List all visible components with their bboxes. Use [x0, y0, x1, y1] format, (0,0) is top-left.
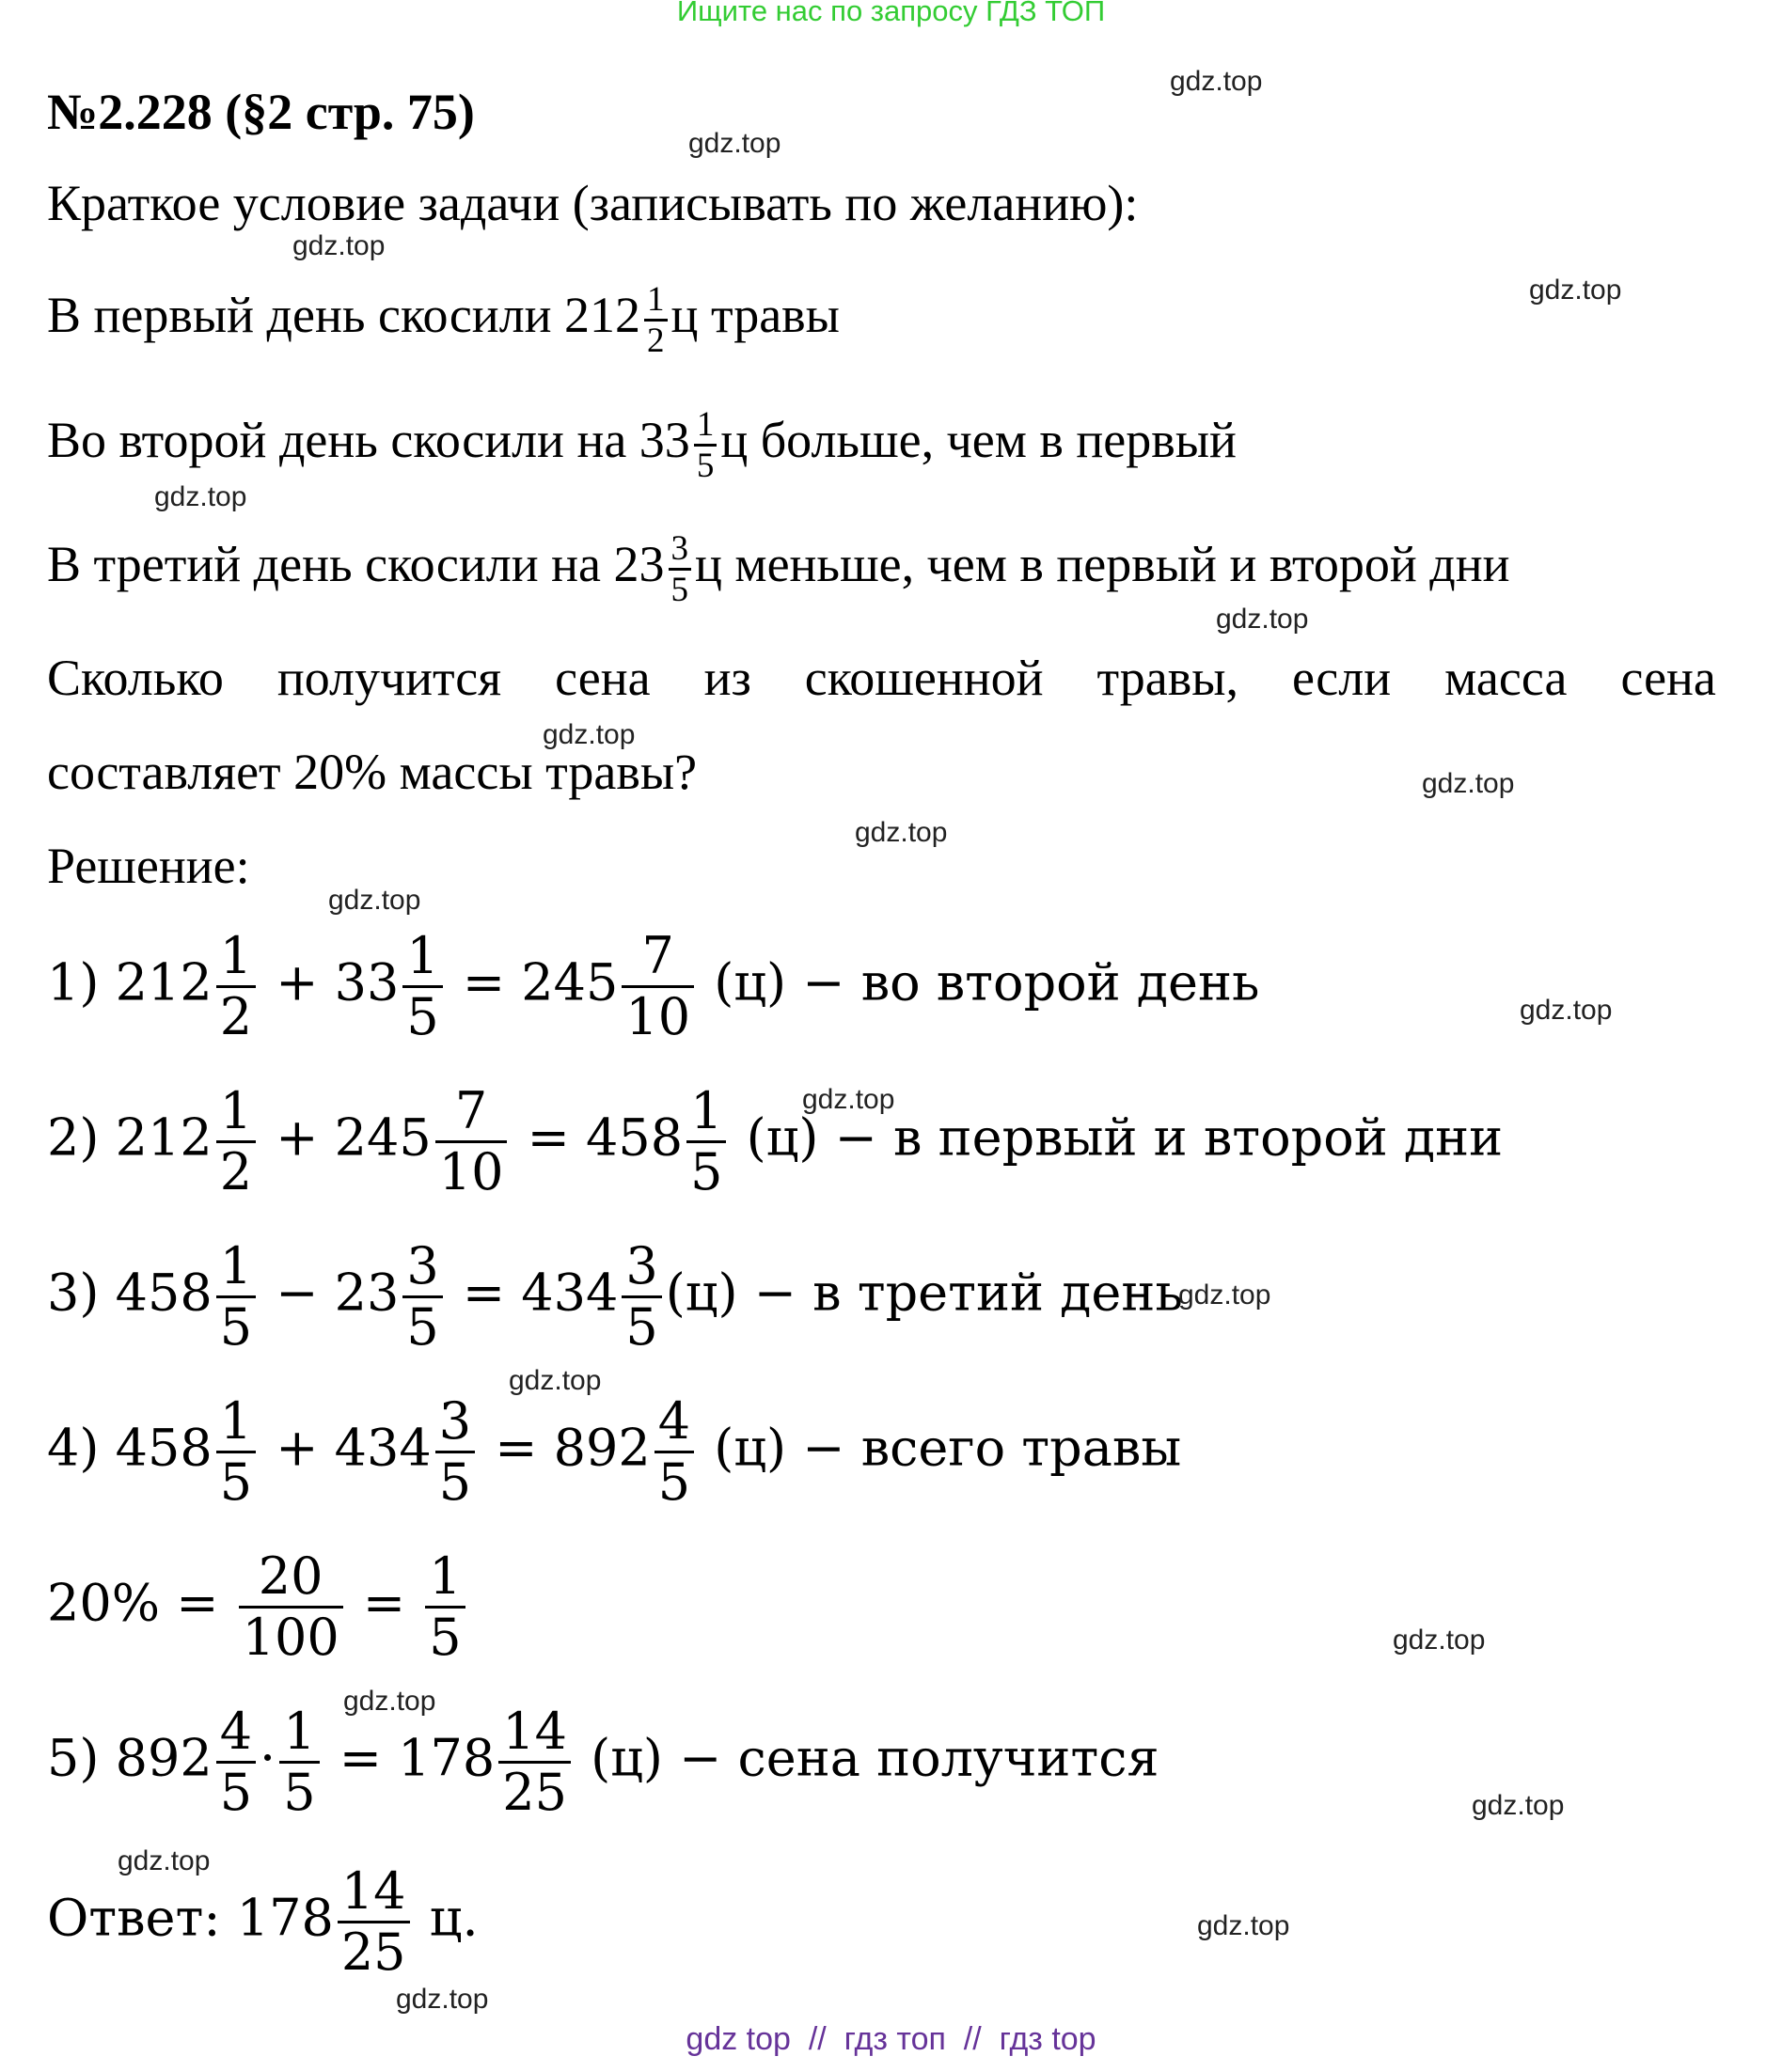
- condition-line-2-pre: Во второй день скосили на 33: [47, 411, 690, 468]
- fraction: $\frac{1}{2}$: [644, 282, 668, 358]
- watermark: gdz.top: [1520, 995, 1613, 1026]
- watermark: gdz.top: [1197, 1910, 1290, 1941]
- solution-step-4: 4) 458 $\frac{1}{5}$ + 434 $\frac{3}{5}$ = 892 $\frac{4}{5}$ (ц) − всего травы: [47, 1391, 1182, 1512]
- watermark: gdz.top: [855, 817, 948, 848]
- question-word: сена: [1620, 650, 1716, 706]
- question-word: сена: [555, 650, 651, 706]
- solution-step-1: 1) 212 $\frac{1}{2}$ + 33 $\frac{1}{5}$ = 245 $\frac{7}{10}$ (ц) − во второй день: [47, 926, 1260, 1046]
- footer-watermark: gdz top // гдз топ // гдз top: [686, 2021, 1096, 2057]
- watermark: gdz.top: [688, 128, 781, 159]
- watermark: gdz.top: [1393, 1625, 1486, 1656]
- watermark: gdz.top: [343, 1686, 436, 1717]
- fraction: $\frac{1}{5}$: [694, 407, 718, 483]
- watermark: gdz.top: [1216, 604, 1309, 635]
- condition-line-1-pre: В первый день скосили 212: [47, 286, 641, 343]
- condition-line-3-pre: В третий день скосили на 23: [47, 535, 665, 592]
- watermark: gdz.top: [154, 481, 247, 512]
- fraction: $\frac{3}{5}$: [669, 531, 692, 607]
- watermark: gdz.top: [118, 1845, 211, 1876]
- condition-line-3-post: ц меньше, чем в первый и второй дни: [695, 535, 1510, 592]
- percent-conversion: 20% = $\frac{20}{100}$ = $\frac{1}{5}$: [47, 1551, 469, 1663]
- solution-step-5: 5) 892 $\frac{4}{5}$ · $\frac{1}{5}$ = 178 $\frac{14}{25}$ (ц) − сена получится: [47, 1702, 1159, 1822]
- solution-step-3: 3) 458 $\frac{1}{5}$ − 23 $\frac{3}{5}$ = 434 $\frac{3}{5}$ (ц) − в третий день: [47, 1236, 1183, 1357]
- watermark: gdz.top: [1472, 1790, 1565, 1821]
- condition-line-3: [47, 531, 1510, 607]
- watermark: gdz.top: [802, 1084, 895, 1115]
- condition-line-1-post: ц травы: [670, 286, 840, 343]
- answer: Ответ: 178 $\frac{14}{25}$ ц.: [47, 1861, 479, 1982]
- condition-heading: Краткое условие задачи (записывать по желанию):: [47, 175, 1139, 231]
- question-word: скошенной: [804, 650, 1044, 706]
- watermark: gdz.top: [396, 1984, 489, 2015]
- solution-step-2: 2) 212 $\frac{1}{2}$ + 245 $\frac{7}{10}$ = 458 $\frac{1}{5}$ (ц) − в первый и второй дни: [47, 1081, 1504, 1201]
- top-banner: Ищите нас по запросу ГДЗ ТОП: [676, 0, 1106, 27]
- watermark: gdz.top: [1529, 275, 1622, 306]
- question-word: получится: [276, 650, 502, 706]
- condition-line-2: [47, 407, 1237, 483]
- question-word: травы,: [1096, 650, 1238, 706]
- watermark: gdz.top: [1422, 768, 1515, 799]
- watermark: gdz.top: [1170, 66, 1263, 97]
- solution-heading: Решение:: [47, 838, 250, 894]
- question-line-1: [47, 649, 1716, 707]
- condition-line-2-post: ц больше, чем в первый: [720, 411, 1237, 468]
- watermark: gdz.top: [328, 885, 421, 916]
- question-word: из: [703, 650, 751, 706]
- question-word: если: [1291, 650, 1392, 706]
- watermark: gdz.top: [292, 230, 386, 261]
- question-word: Сколько: [47, 650, 224, 706]
- watermark: gdz.top: [543, 719, 636, 750]
- question-line-2: составляет 20% массы травы?: [47, 744, 698, 800]
- watermark: gdz.top: [1178, 1279, 1271, 1311]
- watermark: gdz.top: [509, 1365, 602, 1396]
- question-word: масса: [1444, 650, 1568, 706]
- condition-line-1: [47, 282, 840, 358]
- page-title: №2.228 (§2 стр. 75): [47, 84, 475, 140]
